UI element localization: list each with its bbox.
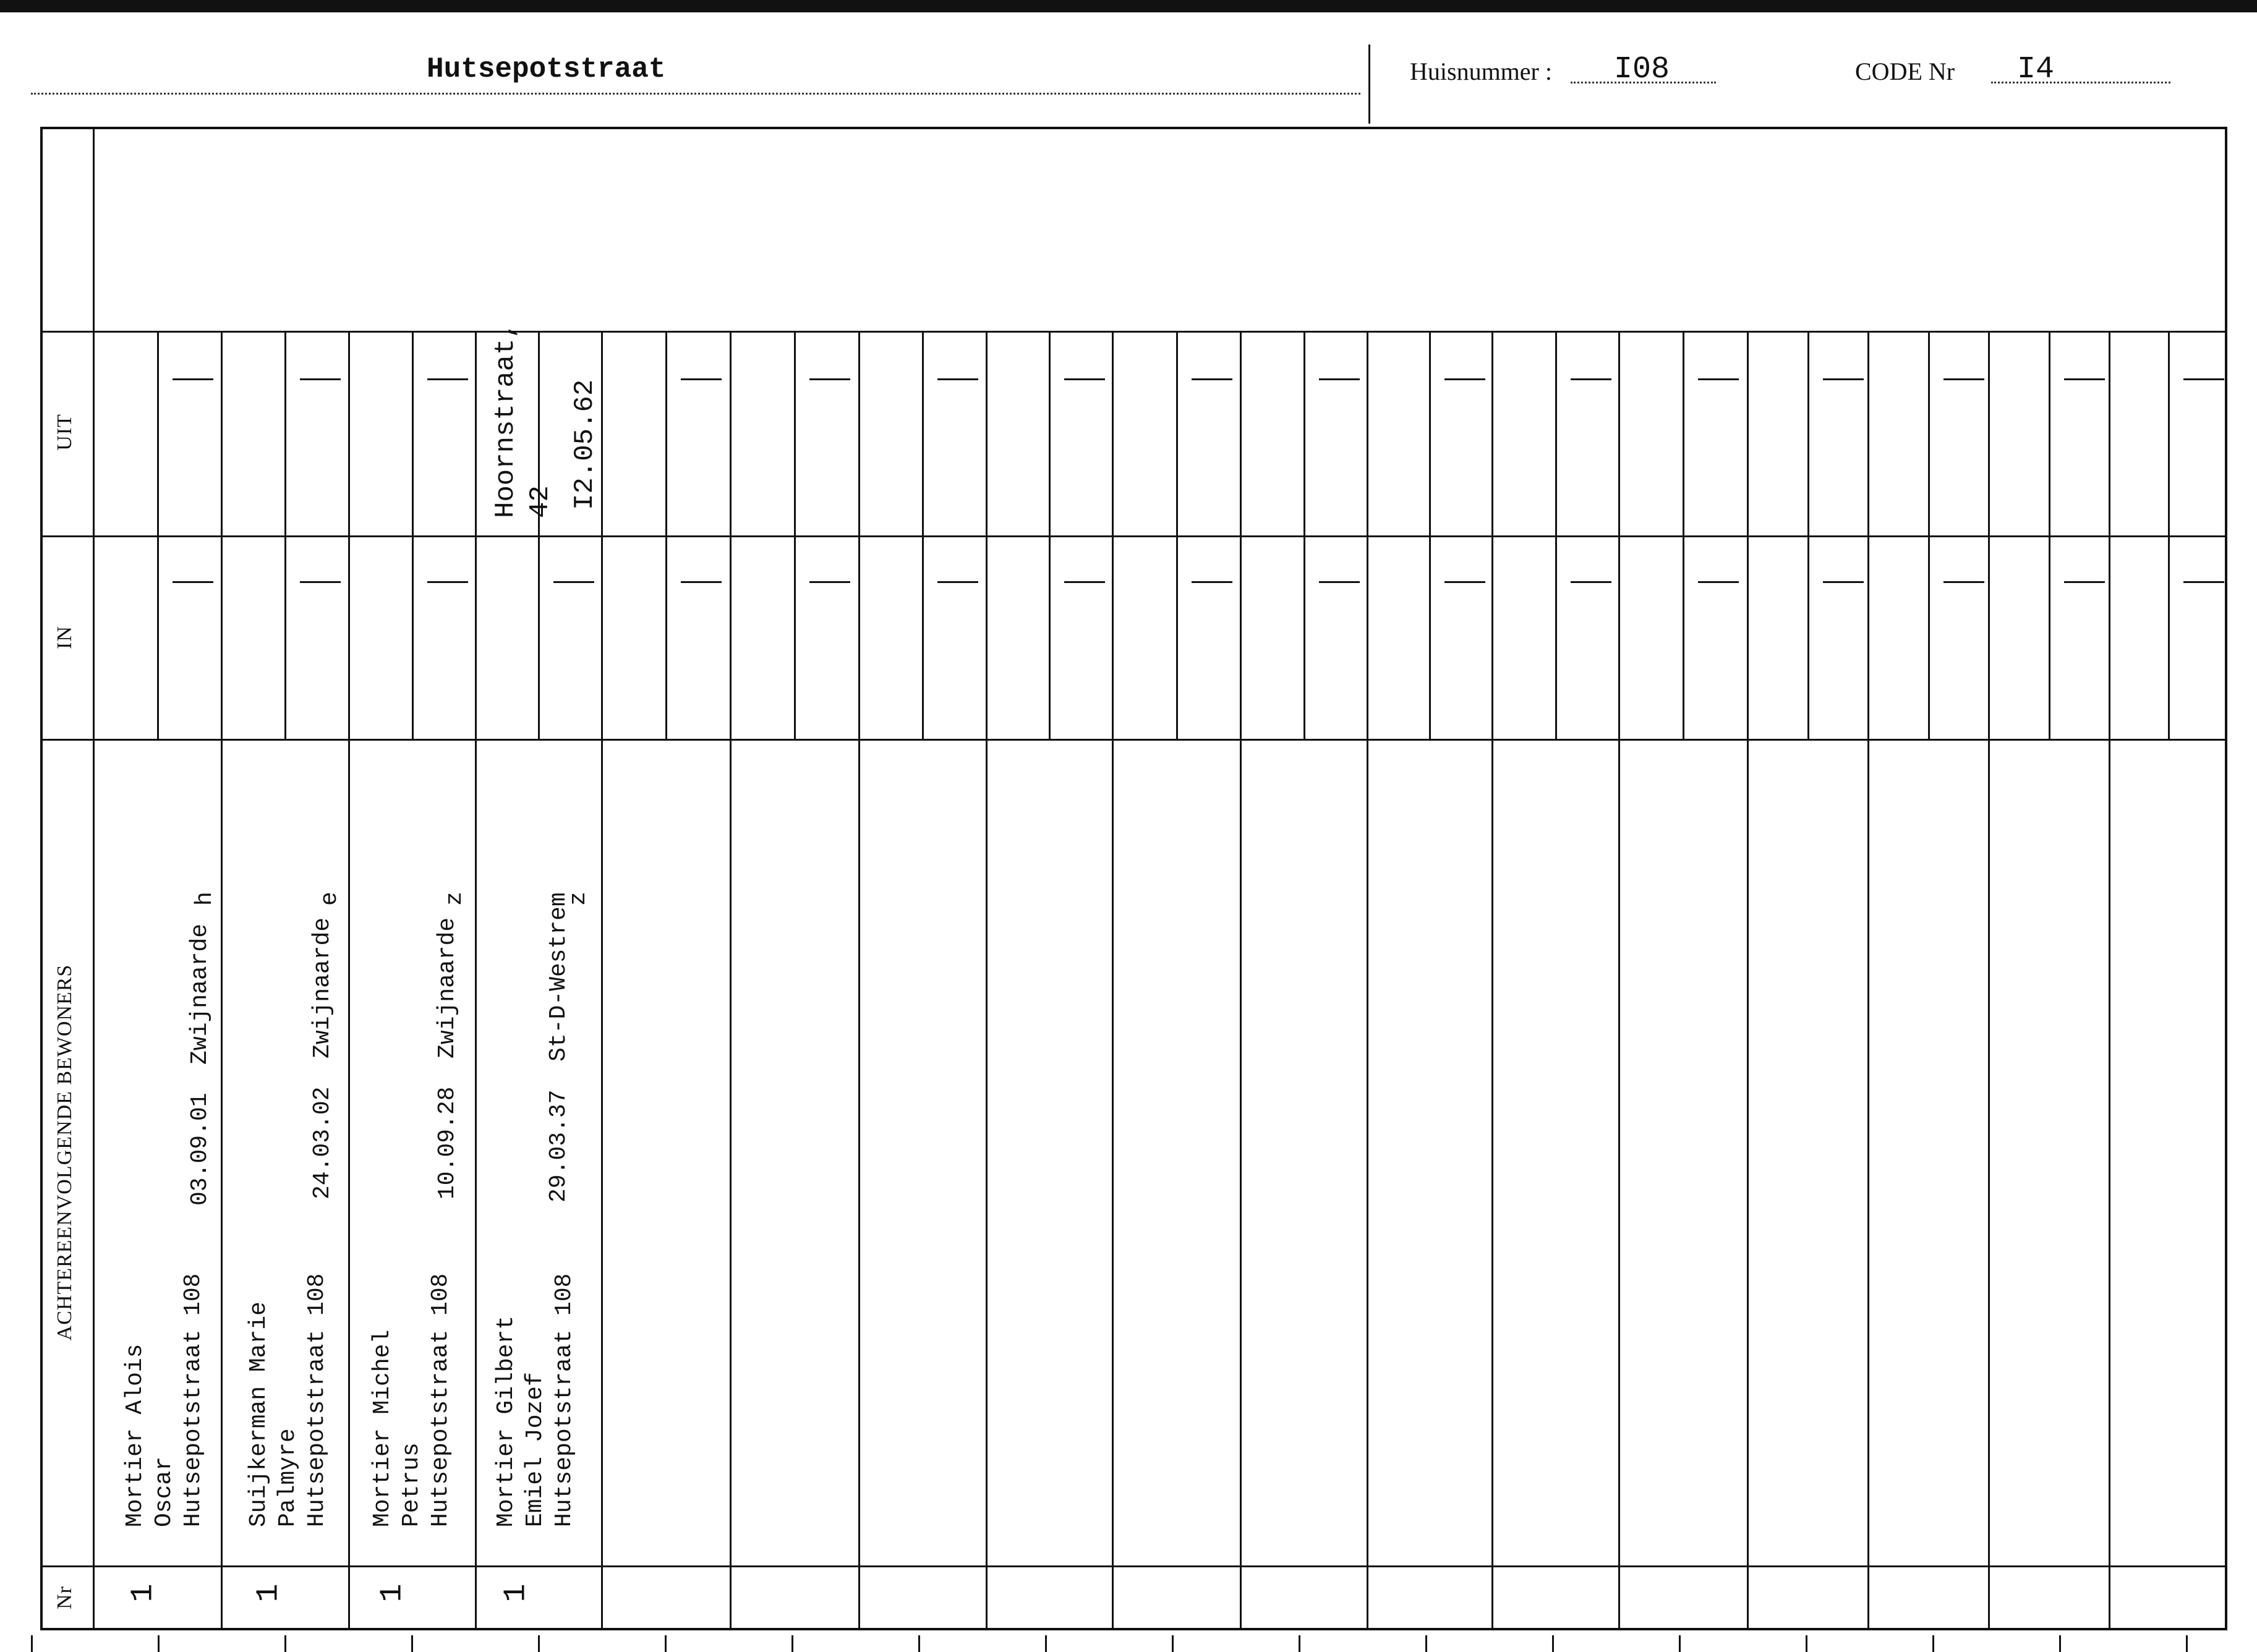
bottom-tick (1932, 1635, 1934, 1652)
uit-empty-dash (300, 378, 341, 380)
uit-entry (489, 322, 558, 518)
in-empty-dash (681, 581, 722, 583)
resident-2-code: e (317, 892, 343, 906)
resident-3-code: z (442, 892, 468, 906)
in-empty-dash (1823, 581, 1864, 583)
resident-4 (492, 1274, 579, 1527)
bottom-tick (1552, 1635, 1554, 1652)
in-empty-dash (1064, 581, 1105, 583)
huisnummer-value: I08 (1614, 52, 1670, 87)
in-empty-dash (173, 581, 213, 583)
subcolumn-line (1555, 331, 1557, 739)
uit-empty-dash (1064, 378, 1105, 380)
huisnummer-label: Huisnummer : (1410, 57, 1552, 85)
resident-4-first-names: Emiel Jozef (522, 1372, 548, 1527)
street-field (31, 43, 1360, 95)
bottom-tick (1679, 1635, 1681, 1652)
resident-3-birth-place: Zwijnaarde (434, 917, 461, 1058)
bottom-tick (665, 1635, 667, 1652)
column-line (1367, 331, 1368, 1630)
uit-empty-dash (1444, 378, 1485, 380)
bewoners-row-label: ACHTEREENVOLGENDE BEWONERS (53, 964, 76, 1341)
resident-2-birth-place: Zwijnaarde (309, 917, 336, 1058)
nr-row-label: Nr (53, 1586, 76, 1609)
subcolumn-line (794, 331, 796, 739)
bottom-tick (1172, 1635, 1174, 1652)
bottom-tick (791, 1635, 793, 1652)
code-dots (1991, 82, 2170, 83)
resident-1-birth-place: Zwijnaarde (187, 923, 213, 1065)
uit-empty-dash (2064, 378, 2105, 380)
in-row-label: IN (53, 626, 76, 649)
resident-3-birth-date: 10.09.28 (434, 1086, 461, 1199)
resident-1-first-names: Oscar (151, 1456, 177, 1527)
huisnummer-dots (1571, 82, 1716, 83)
resident-2-address: Hutsepotstraat 108 (304, 1273, 330, 1527)
in-empty-dash (1319, 581, 1360, 583)
subcolumn-line (1683, 331, 1684, 739)
bottom-tick (1299, 1635, 1300, 1652)
in-bewoners-line (40, 739, 2227, 741)
column-line (986, 331, 988, 1630)
column-line (475, 331, 477, 1630)
resident-1-name: Mortier Alois (122, 1343, 148, 1527)
subcolumn-line (1303, 331, 1305, 739)
uit-empty-dash (2183, 378, 2224, 380)
subcolumn-line (2168, 331, 2170, 739)
resident-1-code: h (192, 892, 218, 906)
uit-row-label: UIT (53, 414, 76, 451)
bottom-tick (158, 1635, 160, 1652)
bottom-tick (538, 1635, 540, 1652)
in-empty-dash (1444, 581, 1485, 583)
header-separator (1368, 45, 1370, 124)
uit-address-line1: Hoornstraat, (490, 322, 521, 518)
subcolumn-line (2049, 331, 2050, 739)
resident-1-birth-date: 03.09.01 (187, 1092, 213, 1206)
resident-4-address: Hutsepotstraat 108 (551, 1273, 578, 1527)
uit-empty-dash (1192, 378, 1232, 380)
subcolumn-line (922, 331, 924, 739)
uit-empty-dash (1943, 378, 1984, 380)
resident-1-birth (186, 924, 215, 1206)
column-line (601, 331, 603, 1630)
bottom-tick (2059, 1635, 2061, 1652)
column-line (1867, 331, 1869, 1630)
resident-4-birth-date: 29.03.37 (545, 1089, 572, 1203)
resident-1 (121, 1274, 208, 1527)
bottom-tick (31, 1635, 33, 1652)
in-empty-dash (809, 581, 850, 583)
resident-2-nr: 1 (251, 1583, 287, 1603)
column-line (348, 331, 350, 1630)
resident-4-name: Mortier Gilbert (493, 1315, 519, 1527)
resident-2-birth (308, 918, 337, 1199)
bottom-tick (918, 1635, 920, 1652)
column-line (858, 331, 860, 1630)
label-column-separator (93, 127, 95, 1630)
resident-3-first-names: Petrus (398, 1442, 425, 1527)
uit-empty-dash (681, 378, 722, 380)
in-empty-dash (300, 581, 341, 583)
column-line (1988, 331, 1990, 1630)
resident-3-address: Hutsepotstraat 108 (427, 1273, 454, 1527)
uit-empty-dash (1698, 378, 1739, 380)
in-empty-dash (427, 581, 468, 583)
resident-4-birth-place: St-D-Westrem (545, 892, 572, 1062)
column-line (1618, 331, 1620, 1630)
resident-1-nr: 1 (126, 1583, 161, 1603)
in-empty-dash (937, 581, 978, 583)
column-line (730, 331, 732, 1630)
subcolumn-line (412, 331, 414, 739)
subcolumn-line (1807, 331, 1809, 739)
resident-4-nr: 1 (498, 1583, 534, 1603)
resident-1-address: Hutsepotstraat 108 (180, 1273, 207, 1527)
code-value: I4 (2017, 52, 2055, 87)
in-empty-dash (1571, 581, 1611, 583)
bottom-tick (2186, 1635, 2188, 1652)
resident-3-name: Mortier Michel (369, 1329, 396, 1527)
column-line (1491, 331, 1493, 1630)
street-name: Hutsepotstraat (427, 53, 666, 85)
top-edge (0, 0, 2257, 12)
column-line (1240, 331, 1242, 1630)
bottom-tick (411, 1635, 413, 1652)
uit-in-line (40, 535, 2227, 537)
bottom-tick (1806, 1635, 1807, 1652)
column-line (2109, 331, 2110, 1630)
code-label: CODE Nr (1855, 57, 1955, 85)
bottom-tick (1425, 1635, 1427, 1652)
subcolumn-line (665, 331, 667, 739)
uit-empty-dash (937, 378, 978, 380)
in-empty-dash (553, 581, 594, 583)
in-empty-dash (1943, 581, 1984, 583)
in-empty-dash (2064, 581, 2105, 583)
in-empty-dash (2183, 581, 2224, 583)
column-line (1112, 331, 1114, 1630)
column-line (221, 331, 223, 1630)
uit-empty-dash (809, 378, 850, 380)
uit-empty-dash (1571, 378, 1611, 380)
subcolumn-line (1176, 331, 1178, 739)
resident-2-first-names: Palmyre (275, 1428, 301, 1527)
resident-2-birth-date: 24.03.02 (309, 1086, 336, 1199)
resident-4-birth (544, 892, 573, 1203)
uit-empty-dash (1319, 378, 1360, 380)
subcolumn-line (1049, 331, 1051, 739)
resident-2-name: Suijkerman Marie (245, 1301, 272, 1527)
resident-3 (368, 1274, 455, 1527)
bottom-tick (284, 1635, 286, 1652)
uit-empty-dash (173, 378, 213, 380)
subcolumn-line (157, 331, 159, 739)
resident-3-birth (433, 918, 462, 1199)
bottom-tick (1045, 1635, 1047, 1652)
uit-empty-dash (1823, 378, 1864, 380)
subcolumn-line (1928, 331, 1930, 739)
bewoners-nr-line (40, 1565, 2227, 1567)
resident-4-code: z (565, 892, 592, 906)
in-empty-dash (1698, 581, 1739, 583)
resident-2 (244, 1274, 331, 1527)
column-line (1747, 331, 1749, 1630)
uit-address-line2: 42 (525, 485, 556, 518)
subcolumn-line (284, 331, 286, 739)
resident-3-nr: 1 (375, 1583, 411, 1603)
subcolumn-line (1429, 331, 1431, 739)
in-empty-dash (1192, 581, 1232, 583)
uit-top-line (40, 331, 2227, 333)
uit-date: I2.05.62 (570, 379, 600, 510)
uit-empty-dash (427, 378, 468, 380)
